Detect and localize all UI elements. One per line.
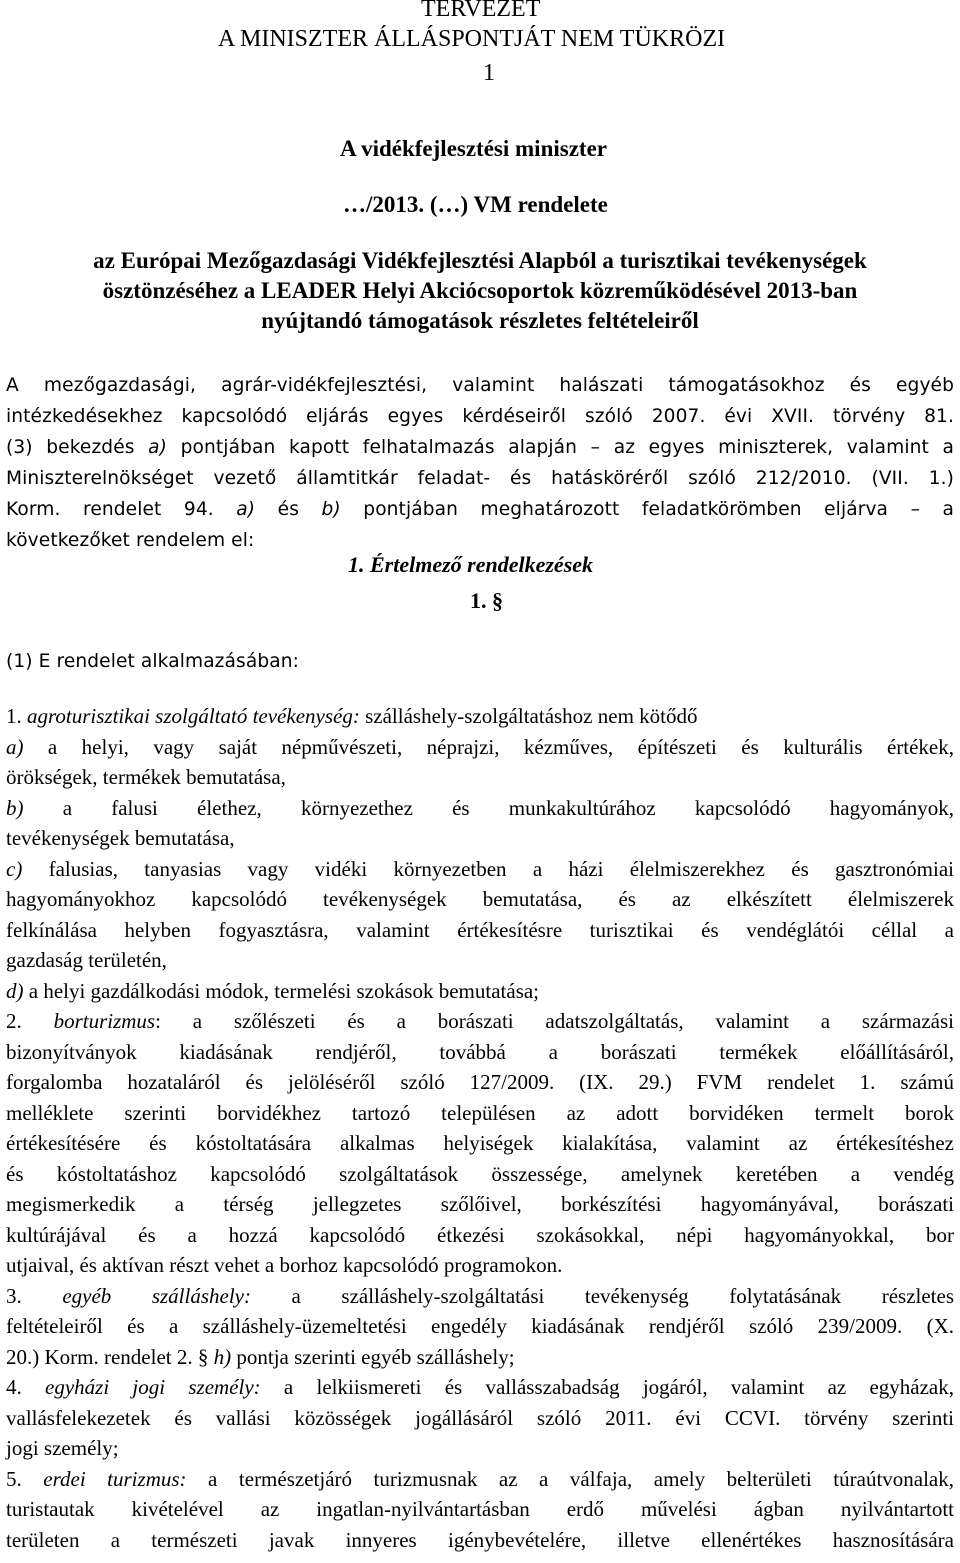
notice-label: A MINISZTER ÁLLÁSPONTJÁT NEM TÜKRÖZI: [218, 26, 726, 52]
definition-line: b) a falusi élethez, környezethez és munkakultúrához kapcsolódó hagyományok,: [6, 795, 954, 820]
chapter-title: 1. Értelmező rendelkezések: [348, 552, 594, 577]
definition-line: felkínálása helyben fogyasztásra, valamint értékesítésre turisztikai és vendéglátói céllal a: [6, 917, 954, 942]
definition-line: és kóstoltatáshoz kapcsolódó szolgáltatások összessége, amelynek keretében a vendég: [6, 1161, 954, 1186]
preamble-line: Korm. rendelet 94. a) és b) pontjában meghatározott feladatkörömben eljárva – a: [6, 499, 954, 520]
definition-line: forgalomba hozataláról és jelöléséről szóló 127/2009. (IX. 29.) FVM rendelet 1. számú: [6, 1070, 954, 1094]
subject-line: az Európai Mezőgazdasági Vidékfejlesztési Alapból a turisztikai tevékenységek: [93, 248, 867, 273]
definition-line: gazdaság területén,: [6, 948, 167, 972]
definition-5: 5. erdei turizmus: a természetjáró turizmusnak az a válfaja, amely belterületi túraútvonalak,: [6, 1466, 954, 1491]
definition-line: megismerkedik a térség jellegzetes szőlőivel, borkészítési hagyományával, borászati: [6, 1192, 954, 1216]
section-sign: 1. §: [470, 588, 503, 613]
definition-line: 20.) Korm. rendelet 2. § h) pontja szerinti egyéb szálláshely;: [6, 1344, 515, 1369]
page-number: 1: [483, 60, 495, 86]
definition-1: 1. agroturisztikai szolgáltató tevékenység: szálláshely-szolgáltatáshoz nem kötődő: [6, 704, 698, 728]
decree-number: …/2013. (…) VM rendelete: [343, 192, 608, 217]
definition-2: 2. borturizmus: a szőlészeti és a borászati adatszolgáltatás, valamint a származási: [6, 1009, 954, 1033]
definition-line: hagyományokhoz kapcsolódó tevékenységek bemutatása, és az elkészített élelmiszerek: [6, 887, 954, 911]
preamble-line: (3) bekezdés a) pontjában kapott felhatalmazás alapján – az egyes miniszterek, valamint a: [6, 437, 954, 458]
definitions-intro: (1) E rendelet alkalmazásában:: [6, 651, 299, 672]
definition-4: 4. egyházi jogi személy: a lelkiismereti és vallásszabadság jogáról, valamint az egyházak,: [6, 1375, 954, 1399]
draft-label: TERVEZET: [421, 0, 541, 22]
definition-line: vallásfelekezetek és vallási közösségek jogállásáról szóló 2011. évi CCVI. törvény szerinti: [6, 1405, 954, 1430]
definition-line: bizonyítványok kiadásának rendjéről, továbbá a borászati termékek előállításáról,: [6, 1039, 954, 1064]
subject-line: nyújtandó támogatások részletes feltételeiről: [261, 308, 699, 333]
preamble-line: következőket rendelem el:: [6, 530, 255, 551]
definition-line: tevékenységek bemutatása,: [6, 826, 235, 850]
definition-line: turistautak kivételével az ingatlan-nyilvántartásban erdő művelési ágban nyilvántartott: [6, 1497, 954, 1521]
definition-line: jogi személy;: [6, 1436, 119, 1460]
preamble-line: A mezőgazdasági, agrár-vidékfejlesztési, valamint halászati támogatásokhoz és egyéb: [6, 375, 954, 396]
decree-subject: [6, 246, 954, 336]
draft-header: [418, 0, 938, 24]
subject-line: ösztönzéséhez a LEADER Helyi Akciócsoportok közreműködésével 2013-ban: [102, 278, 858, 303]
definitions-list: [6, 701, 954, 1555]
issuer-title: A vidékfejlesztési miniszter: [340, 136, 607, 161]
definition-line: c) falusias, tanyasias vagy vidéki környezetben a házi élelmiszerekhez és gasztronómiai: [6, 856, 954, 881]
definition-line: a) a helyi, vagy saját népművészeti, néprajzi, kézműves, építészeti és kulturális értékek,: [6, 734, 954, 759]
definition-line: területen a természeti javak innyeres igénybevételére, illetve ellenértékes hasznosítására: [6, 1527, 954, 1552]
definition-line: feltételeiről és a szálláshely-üzemeltetési engedély kiadásának rendjéről szóló 239/2009. (X.: [6, 1314, 954, 1338]
definition-line: utjaival, és aktívan részt vehet a borhoz kapcsolódó programokon.: [6, 1253, 563, 1277]
definition-line: örökségek, termékek bemutatása,: [6, 765, 286, 789]
definition-line: kultúrájával és a hozzá kapcsolódó étkezési szokásokkal, népi hagyományokkal, bor: [6, 1222, 954, 1247]
preamble: [6, 370, 954, 556]
definition-3: 3. egyéb szálláshely: a szálláshely-szolgáltatási tevékenység folytatásának részletes: [6, 1283, 954, 1308]
preamble-line: Miniszterelnökséget vezető államtitkár feladat- és hatásköréről szóló 212/2010. (VII. 1.): [6, 468, 954, 489]
preamble-line: intézkedésekhez kapcsolódó eljárás egyes kérdéseiről szóló 2007. évi XVII. törvény 81.: [6, 406, 954, 427]
definition-line: melléklete szerinti borvidékhez tartozó településen az adott borvidéken termelt borok: [6, 1100, 954, 1125]
definition-line: értékesítésére és kóstoltatására alkalmas helyiségek kialakítása, valamint az értékesítéshez: [6, 1131, 954, 1155]
definition-line: d) a helyi gazdálkodási módok, termelési szokások bemutatása;: [6, 978, 540, 1003]
